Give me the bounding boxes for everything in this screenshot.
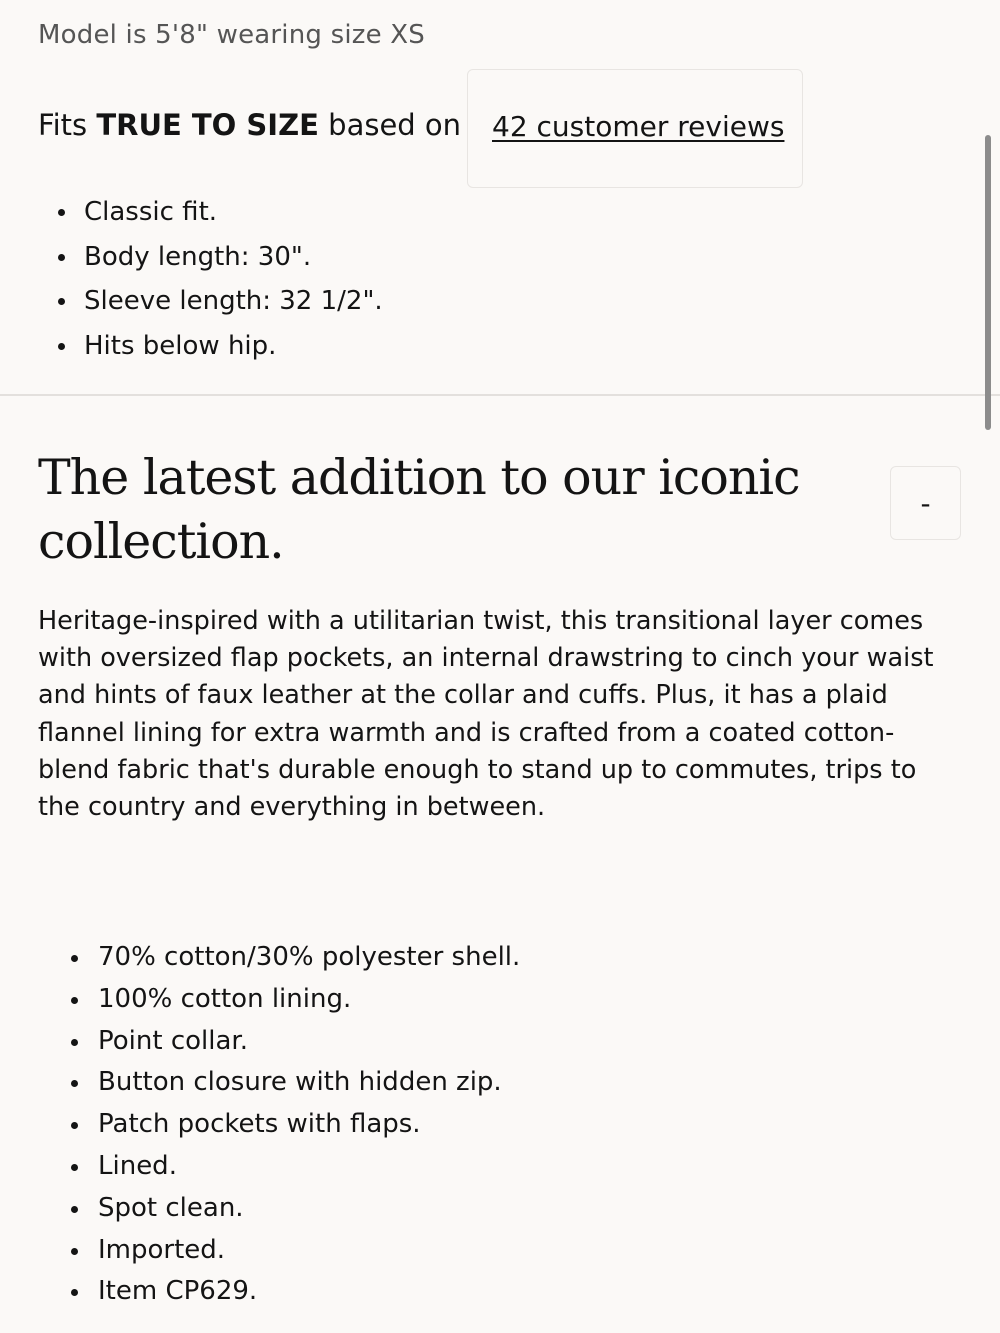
list-item: Hits below hip.	[38, 324, 383, 369]
list-item: Button closure with hidden zip.	[50, 1062, 520, 1104]
fit-suffix: based on	[318, 108, 462, 142]
section-headline: The latest addition to our iconic collection.	[38, 449, 800, 570]
list-item: 100% cotton lining.	[50, 979, 520, 1021]
list-item: Body length: 30".	[38, 235, 383, 280]
collapse-section-button[interactable]: -	[890, 466, 961, 540]
product-description: Heritage-inspired with a utilitarian twist, this transitional layer comes with oversized flap pockets, an internal drawstring to cinch your waist and hints of faux leather at the collar and cuffs. Plus, it has a plaid flannel lining for extra warmth and is crafted from a coated cotton-blend fabric that's durable enough to stand up to commutes, trips to the country and everything in between.	[38, 606, 934, 823]
section-divider	[0, 394, 1000, 396]
list-item: Spot clean.	[50, 1188, 520, 1230]
list-item: Item CP629.	[50, 1271, 520, 1313]
fit-summary	[38, 108, 461, 142]
list-item: 70% cotton/30% polyester shell.	[50, 937, 520, 979]
list-item: Patch pockets with flaps.	[50, 1104, 520, 1146]
scrollbar-thumb[interactable]	[985, 135, 991, 430]
list-item: Classic fit.	[38, 190, 383, 235]
list-item: Point collar.	[50, 1021, 520, 1063]
list-item: Sleeve length: 32 1/2".	[38, 279, 383, 324]
fit-prefix: Fits	[38, 108, 97, 142]
list-item: Lined.	[50, 1146, 520, 1188]
list-item: Imported.	[50, 1230, 520, 1272]
fit-verdict: TRUE TO SIZE	[96, 108, 319, 142]
fit-details-list	[38, 190, 383, 368]
customer-reviews-link[interactable]: 42 customer reviews	[492, 110, 785, 143]
model-size-note: Model is 5'8" wearing size XS	[38, 20, 425, 50]
product-details-list	[50, 937, 520, 1313]
